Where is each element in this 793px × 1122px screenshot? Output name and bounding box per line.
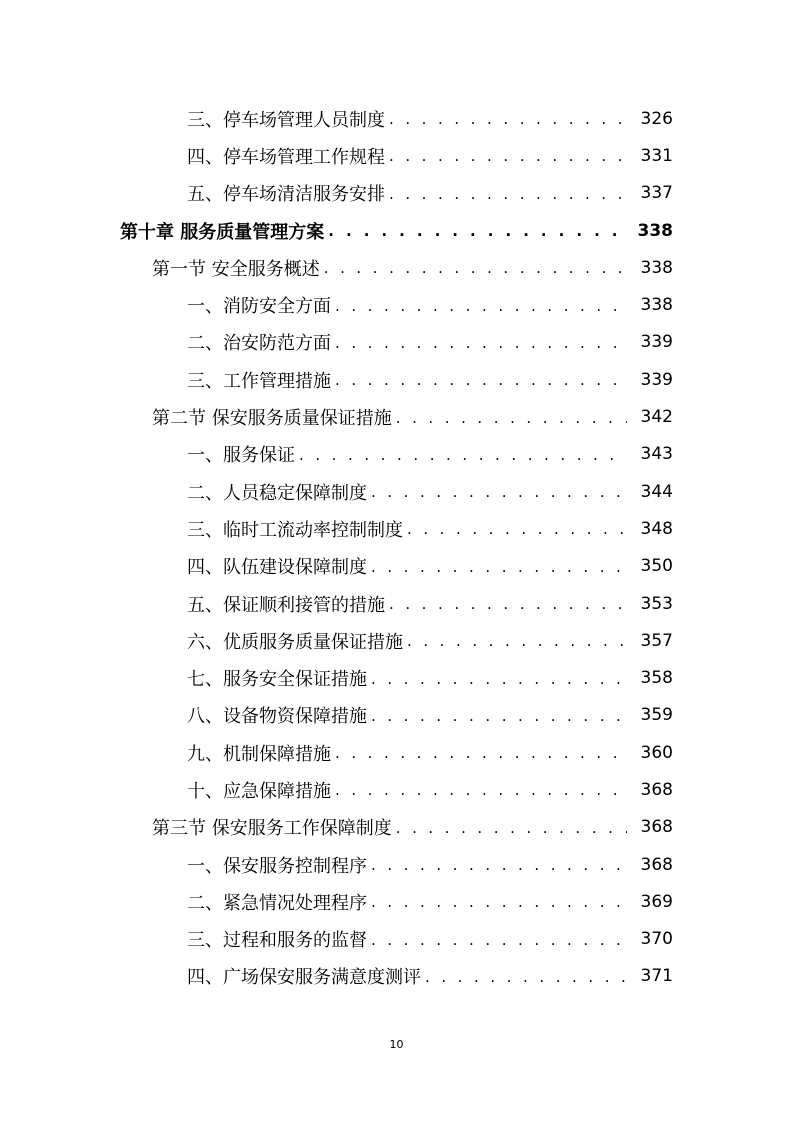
toc-entry-title: 一、保安服务控制程序 [187,855,367,877]
toc-entry[interactable] [0,883,793,920]
toc-entry-title: 九、机制保障措施 [187,743,331,765]
toc-entry-title: 六、优质服务质量保证措施 [187,631,403,653]
toc-entry-title: 七、服务安全保证措施 [187,669,367,691]
toc-entry-page: 348 [640,518,673,539]
toc-entry-page: 359 [640,705,673,726]
toc-entry-title: 二、紧急情况处理程序 [187,892,367,914]
toc-entry[interactable] [0,510,793,547]
toc-entry-page: 339 [640,332,673,353]
toc-dot-leader [371,485,627,500]
toc-entry-title: 三、工作管理措施 [187,370,331,392]
toc-entry[interactable] [0,100,793,137]
toc-entry-title: 第三节 保安服务工作保障制度 [152,818,392,840]
toc-entry-title: 三、过程和服务的监督 [187,930,367,952]
toc-dot-leader [371,560,627,575]
toc-entry-page: 338 [637,220,673,241]
toc-dot-leader [335,299,627,314]
toc-entry[interactable] [0,324,793,361]
toc-dot-leader [335,373,627,388]
toc-entry-title: 十、应急保障措施 [187,780,331,802]
table-of-contents [0,100,793,995]
toc-dot-leader [389,597,627,612]
toc-section-entry[interactable] [0,398,793,435]
toc-entry-page: 326 [640,108,673,129]
toc-entry-title: 三、临时工流动率控制制度 [187,519,403,541]
toc-dot-leader [407,522,627,537]
toc-entry-title: 二、人员稳定保障制度 [187,482,367,504]
toc-entry[interactable] [0,286,793,323]
toc-section-entry[interactable] [0,249,793,286]
toc-entry-page: 338 [640,257,673,278]
toc-dot-leader [371,895,627,910]
toc-entry-page: 369 [640,891,673,912]
toc-entry-page: 368 [640,779,673,800]
toc-entry[interactable] [0,697,793,734]
toc-entry[interactable] [0,846,793,883]
toc-entry-page: 358 [640,668,673,689]
toc-entry-title: 第二节 保安服务质量保证措施 [152,408,392,430]
toc-entry-title: 五、保证顺利接管的措施 [187,594,385,616]
toc-entry-title: 四、队伍建设保障制度 [187,557,367,579]
toc-entry[interactable] [0,659,793,696]
toc-entry[interactable] [0,473,793,510]
toc-entry-title: 三、停车场管理人员制度 [187,109,385,131]
toc-dot-leader [335,783,627,798]
toc-entry-page: 337 [640,183,673,204]
toc-dot-leader [371,672,627,687]
toc-entry[interactable] [0,622,793,659]
toc-entry-page: 370 [640,929,673,950]
toc-dot-leader [389,112,627,127]
toc-entry-page: 371 [640,966,673,987]
toc-dot-leader [324,261,627,276]
toc-entry-page: 331 [640,145,673,166]
toc-entry-page: 343 [640,444,673,465]
toc-entry-page: 350 [640,556,673,577]
toc-dot-leader [371,858,627,873]
toc-entry[interactable] [0,958,793,995]
toc-entry-title: 五、停车场清洁服务安排 [187,184,385,206]
toc-entry[interactable] [0,361,793,398]
toc-entry[interactable] [0,585,793,622]
toc-dot-leader [299,448,627,463]
toc-entry-title: 四、停车场管理工作规程 [187,146,385,168]
toc-entry-page: 342 [640,407,673,428]
toc-entry-page: 339 [640,369,673,390]
toc-dot-leader [371,709,627,724]
toc-entry-title: 一、消防安全方面 [187,296,331,318]
toc-dot-leader [335,746,627,761]
toc-entry-page: 353 [640,593,673,614]
toc-dot-leader [389,187,627,202]
toc-section-entry[interactable] [0,809,793,846]
toc-dot-leader [425,970,627,985]
toc-entry-page: 368 [640,854,673,875]
toc-entry-title: 四、广场保安服务满意度测评 [187,967,421,989]
toc-entry-page: 338 [640,295,673,316]
toc-entry-page: 360 [640,742,673,763]
toc-entry[interactable] [0,137,793,174]
toc-entry[interactable] [0,175,793,212]
toc-entry[interactable] [0,771,793,808]
toc-entry-page: 344 [640,481,673,502]
toc-dot-leader [371,933,627,948]
toc-entry-title: 八、设备物资保障措施 [187,706,367,728]
toc-entry-page: 368 [640,817,673,838]
toc-entry-title: 第十章 服务质量管理方案 [120,221,325,243]
toc-dot-leader [335,336,627,351]
toc-dot-leader [328,224,627,239]
toc-dot-leader [389,149,627,164]
toc-entry[interactable] [0,734,793,771]
toc-entry-page: 357 [640,630,673,651]
toc-chapter-entry[interactable] [0,212,793,249]
toc-dot-leader [396,411,627,426]
toc-dot-leader [396,821,627,836]
toc-entry-title: 二、治安防范方面 [187,333,331,355]
toc-entry[interactable] [0,436,793,473]
toc-dot-leader [407,634,627,649]
toc-entry[interactable] [0,548,793,585]
page-number: 10 [389,1038,404,1051]
toc-entry[interactable] [0,921,793,958]
toc-entry-title: 第一节 安全服务概述 [152,258,320,280]
toc-entry-title: 一、服务保证 [187,445,295,467]
